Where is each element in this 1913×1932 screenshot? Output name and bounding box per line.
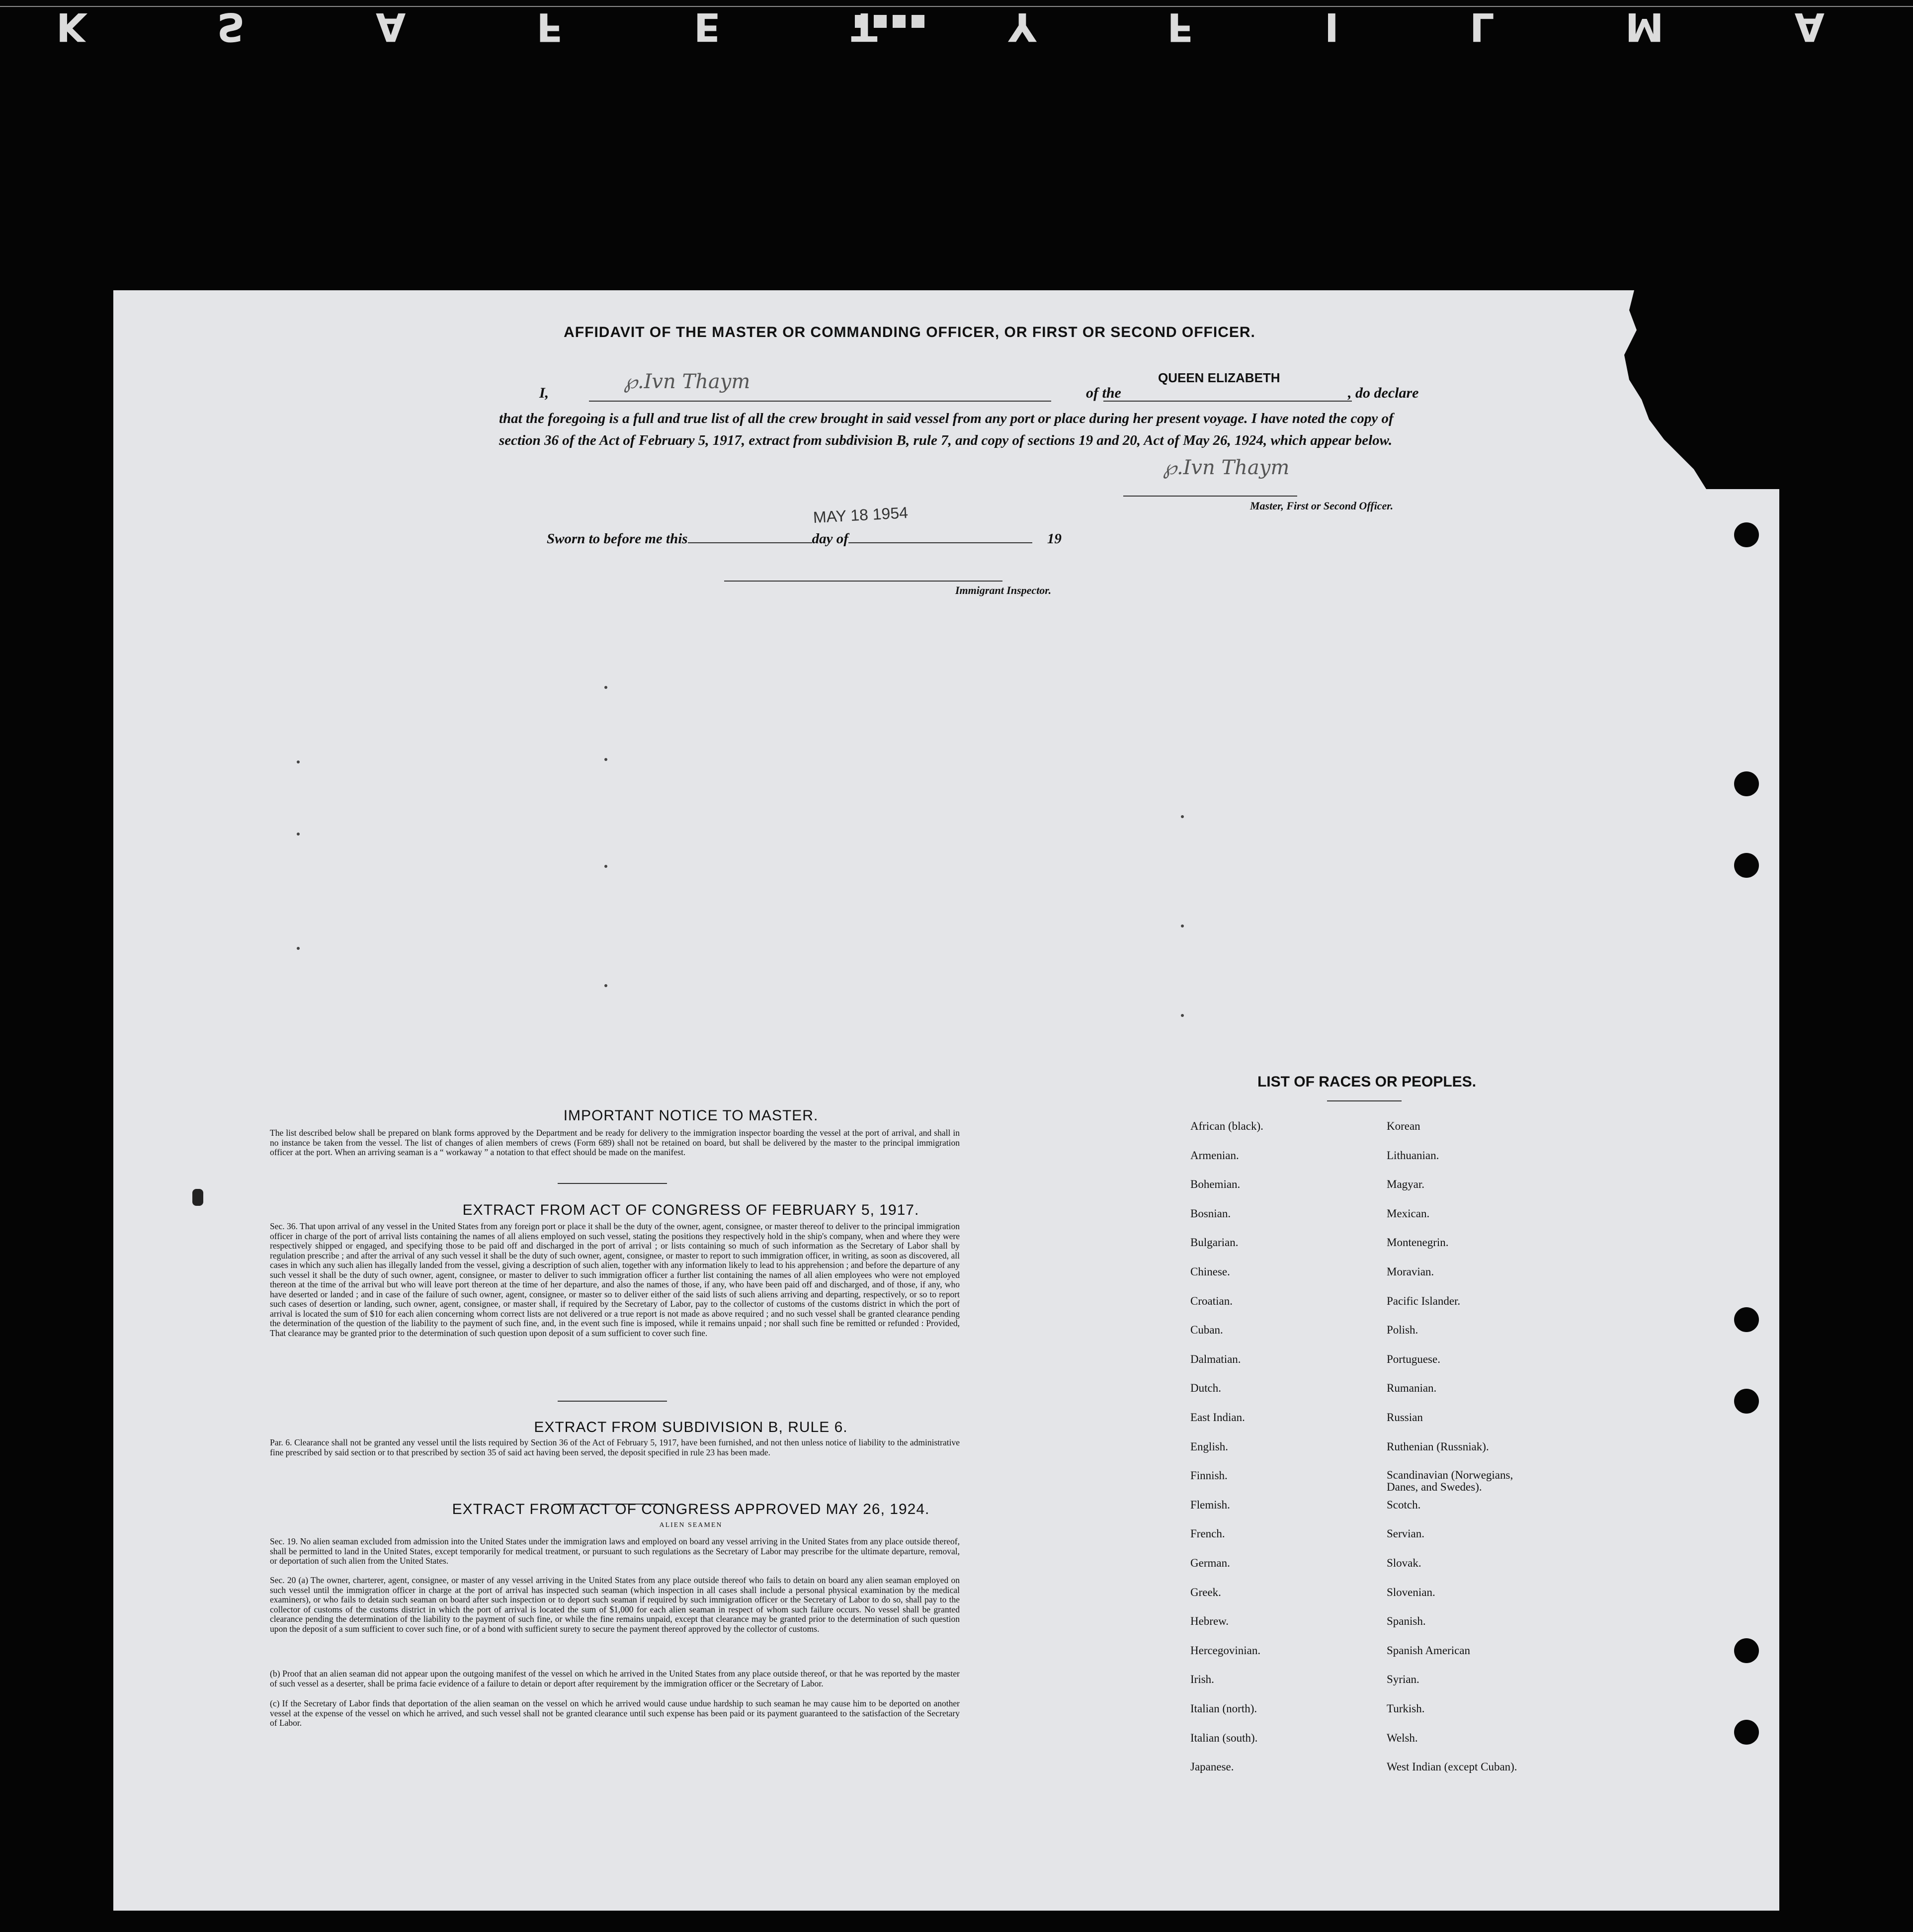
sec-20c-text: (c) If the Secretary of Labor finds that deportation of the alien seaman on the vessel on which he arrived would cause undue hardship to such seaman he may cause him to be deported on another vessel at the expense of the vessel on which he arrived, and such vessel shall not be granted clearance until such expense has been paid or its payment guaranteed to the satisfaction of the Secretary of Labor. [270,1698,960,1728]
race-item: Flemish. [1190,1498,1230,1511]
race-item: Welsh. [1387,1731,1418,1744]
dot-mark [297,760,300,763]
affidavit-title: AFFIDAVIT OF THE MASTER OR COMMANDING OFFICER, OR FIRST OR SECOND OFFICER. [564,324,1255,340]
film-edge [0,0,1913,49]
punch-hole [1734,1389,1759,1414]
races-title: LIST OF RACES OR PEOPLES. [1257,1074,1477,1090]
sworn-line [547,531,1062,547]
race-item: Lithuanian. [1387,1149,1439,1162]
divider [1327,1100,1402,1101]
sec-19-text: Sec. 19. No alien seaman excluded from admission into the United States under the immigration laws and employed on board any vessel arriving in the United States from any place outside thereof, shall be permitted to land in the United States, except temporarily for medical treatment, or pursuant to such regulations as the Secretary of Labor may prescribe for the ultimate departure, removal, or deportation of such alien from the United States. [270,1536,960,1566]
punch-hole [1734,853,1759,878]
punch-hole [1734,522,1759,547]
sec-20a-text: Sec. 20 (a) The owner, charterer, agent, consignee, or master of any vessel arriving in the United States from any place outside thereof who fails to detain on board any alien seaman employed on such vessel until the immigration officer in charge at the port of arrival has inspected such seaman (which inspection in all cases shall include a personal physical examination by the medical examiners), or who fails to detain such seaman on board after such inspection or to deport such seaman if required by such immigration officer or the Secretary of Labor to do so, shall pay to the collector of customs of the customs district in which the port of arrival is located the sum of $1,000 for each alien seaman in respect of whom such failure occurs. No vessel shall be granted clearance pending the determination of the liability to the payment of such fine, or while the fine remains unpaid, except that clearance may be granted prior to the determination of such question upon the deposit of a sum sufficient to cover such fine, or of a bond with sufficient surety to secure the payment thereof approved by the collector of customs. [270,1575,960,1634]
sworn-text: Sworn to before me this [547,531,688,547]
race-item: Scotch. [1387,1498,1421,1511]
race-item: Chinese. [1190,1265,1230,1278]
dot-mark [297,833,300,836]
race-item: Japanese. [1190,1761,1234,1773]
dot-mark [604,865,607,868]
race-item: Rumanian. [1387,1382,1437,1395]
alien-seamen-subtitle: ALIEN SEAMEN [659,1521,723,1529]
ship-name-line [1103,401,1352,402]
race-item: Syrian. [1387,1673,1419,1686]
dot-mark [604,686,607,689]
race-item: Polish. [1387,1324,1418,1337]
year-prefix: 19 [1047,531,1062,547]
divider [558,1401,667,1402]
race-item: Greek. [1190,1586,1221,1598]
race-item: German. [1190,1557,1230,1569]
sec-20b-text: (b) Proof that an alien seaman did not appear upon the outgoing manifest of the vessel on which he arrived in the United States from any place outside thereof, or that he was reported by the master of such vessel as a deserter, shall be prima facie evidence of a failure to detain or deport after requirement by the immigration officer or the Secretary of Labor. [270,1669,960,1688]
affidavit-i-label: I, [539,385,549,401]
film-edge-text: K S A F E T Y F I L M A [56,4,1883,49]
race-item: French. [1190,1527,1225,1540]
extract-1917-text: Sec. 36. That upon arrival of any vessel in the United States from any foreign port or place it shall be the duty of the owner, agent, consignee, or master thereof to deliver to the principal immigration officer in charge of the port of arrival lists containing the names of all aliens employed on such vessel, stating the positions they respectively hold in the ship's company, when and where they were respectively shipped or engaged, and specifying those to be paid off and discharged in the port of arrival ; or lists containing so much of such information as the Secretary of Labor shall by regulation prescribe ; and after the arrival of any such vessel it shall be the duty of such owner, agent, consignee, or master to report to such immigration officer, in writing, as soon as discovered, all cases in which any such alien has illegally landed from the vessel, giving a description of such alien, together with any information likely to lead to his apprehension ; and before the departure of any such vessel it shall be the duty of such owner, agent, consignee, or master to deliver to such immigration officer a further list containing the names of all alien employees who were not employed thereon at the time of the arrival but who will leave port thereon at the time of her departure, and also the names of those, if any, who have been paid off and discharged, and of those, if any, who have deserted or landed ; and in case of the failure of such owner, agent, consignee, or master so to deliver either of the said lists of such aliens arriving and departing, respectively, or so to report such cases of desertion or landing, such owner, agent, consignee, or master shall, if required by the Secretary of Labor, pay to the collector of customs of the customs district in which the port of arrival is located the sum of $10 for each alien concerning whom correct lists are not delivered or a true report is not made as above required ; and no such vessel shall be granted clearance pending the determination of the question of the liability to the payment of such fine, and, in the event such fine is imposed, while it remains unpaid ; nor shall such fine be remitted or refunded : Provided, That clearance may be granted prior to the determination of such question upon deposit of a sum sufficient to cover such fine. [270,1221,960,1338]
race-item: Turkish. [1387,1702,1425,1715]
race-item: Hercegovinian. [1190,1644,1261,1657]
race-item: Bohemian. [1190,1178,1241,1191]
master-name-line [589,401,1051,402]
race-item: Hebrew. [1190,1615,1229,1628]
race-item: West Indian (except Cuban). [1387,1761,1517,1773]
master-signature-1: ℘.Ivn Thaym [624,370,750,393]
ink-blot [192,1189,203,1206]
subdivision-b-text: Par. 6. Clearance shall not be granted any vessel until the lists required by Section 36 of the Act of February 5, 1917, have been furnished, and not then unless notice of liability to the administrative fine prescribed by said section or to that prescribed by section 35 of said act having been served, the deposit specified in rule 23 has been made. [270,1437,960,1457]
date-stamp: MAY 18 1954 [813,504,909,526]
master-signature-line [1123,496,1297,497]
extract-1917-title: EXTRACT FROM ACT OF CONGRESS OF FEBRUARY 5, 1917. [462,1202,919,1218]
punch-hole [1734,1307,1759,1332]
notice-title: IMPORTANT NOTICE TO MASTER. [563,1107,819,1124]
ship-name: QUEEN ELIZABETH [1158,370,1280,385]
race-item: Spanish. [1387,1615,1426,1628]
affidavit-body: that the foregoing is a full and true list of all the crew brought in said vessel from any port or place during her present voyage. I have noted the copy of section 36 of the Act of February 5, 1917, extract from subdivision B, rule 7, and copy of sections 19 and 20, Act of May 26, 1924, which appear below. [499,411,1394,448]
race-item: Bosnian. [1190,1207,1231,1220]
race-item: Italian (south). [1190,1731,1258,1744]
race-item: English. [1190,1440,1229,1453]
race-item: Croatian. [1190,1294,1233,1307]
punch-hole [1734,771,1759,796]
race-item: Cuban. [1190,1324,1223,1337]
race-item: Dutch. [1190,1382,1221,1395]
race-item: Russian [1387,1411,1423,1424]
race-item: Spanish American [1387,1644,1470,1657]
master-signature-label: Master, First or Second Officer. [1250,500,1394,512]
race-item: Slovenian. [1387,1586,1435,1598]
inspector-label: Immigrant Inspector. [955,584,1052,596]
master-signature-2: ℘.Ivn Thaym [1163,456,1290,479]
race-item: Scandinavian (Norwegians, Danes, and Swedes). [1387,1469,1513,1494]
race-item: Magyar. [1387,1178,1425,1191]
affidavit-do-declare-label: , do declare [1348,385,1419,401]
dot-mark [1181,815,1184,818]
race-item: East Indian. [1190,1411,1245,1424]
inspector-signature-line [724,581,1002,582]
dot-mark [1181,1014,1184,1017]
race-item: Pacific Islander. [1387,1294,1461,1307]
race-item: Moravian. [1387,1265,1434,1278]
race-item: Dalmatian. [1190,1352,1241,1365]
race-item: Slovak. [1387,1557,1421,1569]
race-item: Portuguese. [1387,1352,1440,1365]
extract-1924-title: EXTRACT FROM ACT OF CONGRESS APPROVED MAY 26, 1924. [452,1501,930,1517]
affidavit-of-the-label: of the [1086,385,1121,401]
day-of-text: day of [812,531,848,547]
punch-hole [1734,1720,1759,1745]
dot-mark [297,947,300,950]
race-item: Bulgarian. [1190,1236,1239,1249]
notice-text: The list described below shall be prepared on blank forms approved by the Department and be ready for delivery to the immigration inspector boarding the vessel at the port of arrival, and shall in no instance be taken from the vessel. The list of changes of alien members of crews (Form 689) shall not be retained on board, but shall be delivered by the master to the principal immigration officer at the port. When an arriving seaman is a “ workaway ” a notation to that effect should be made on the manifest. [270,1128,960,1157]
dot-mark [604,758,607,761]
race-item: Korean [1387,1120,1420,1132]
race-item: Armenian. [1190,1149,1239,1162]
divider [558,1183,667,1184]
dot-mark [1181,924,1184,927]
race-item: Mexican. [1387,1207,1430,1220]
race-item: African (black). [1190,1120,1263,1132]
punch-hole [1734,1638,1759,1663]
race-item: Finnish. [1190,1469,1228,1482]
affidavit-line-i [539,385,549,402]
race-item: Italian (north). [1190,1702,1257,1715]
race-item: Servian. [1387,1527,1425,1540]
dot-mark [604,984,607,987]
race-item: Irish. [1190,1673,1214,1686]
subdivision-b-title: EXTRACT FROM SUBDIVISION B, RULE 6. [534,1419,848,1435]
race-item: Montenegrin. [1387,1236,1449,1249]
race-item: Ruthenian (Russniak). [1387,1440,1489,1453]
